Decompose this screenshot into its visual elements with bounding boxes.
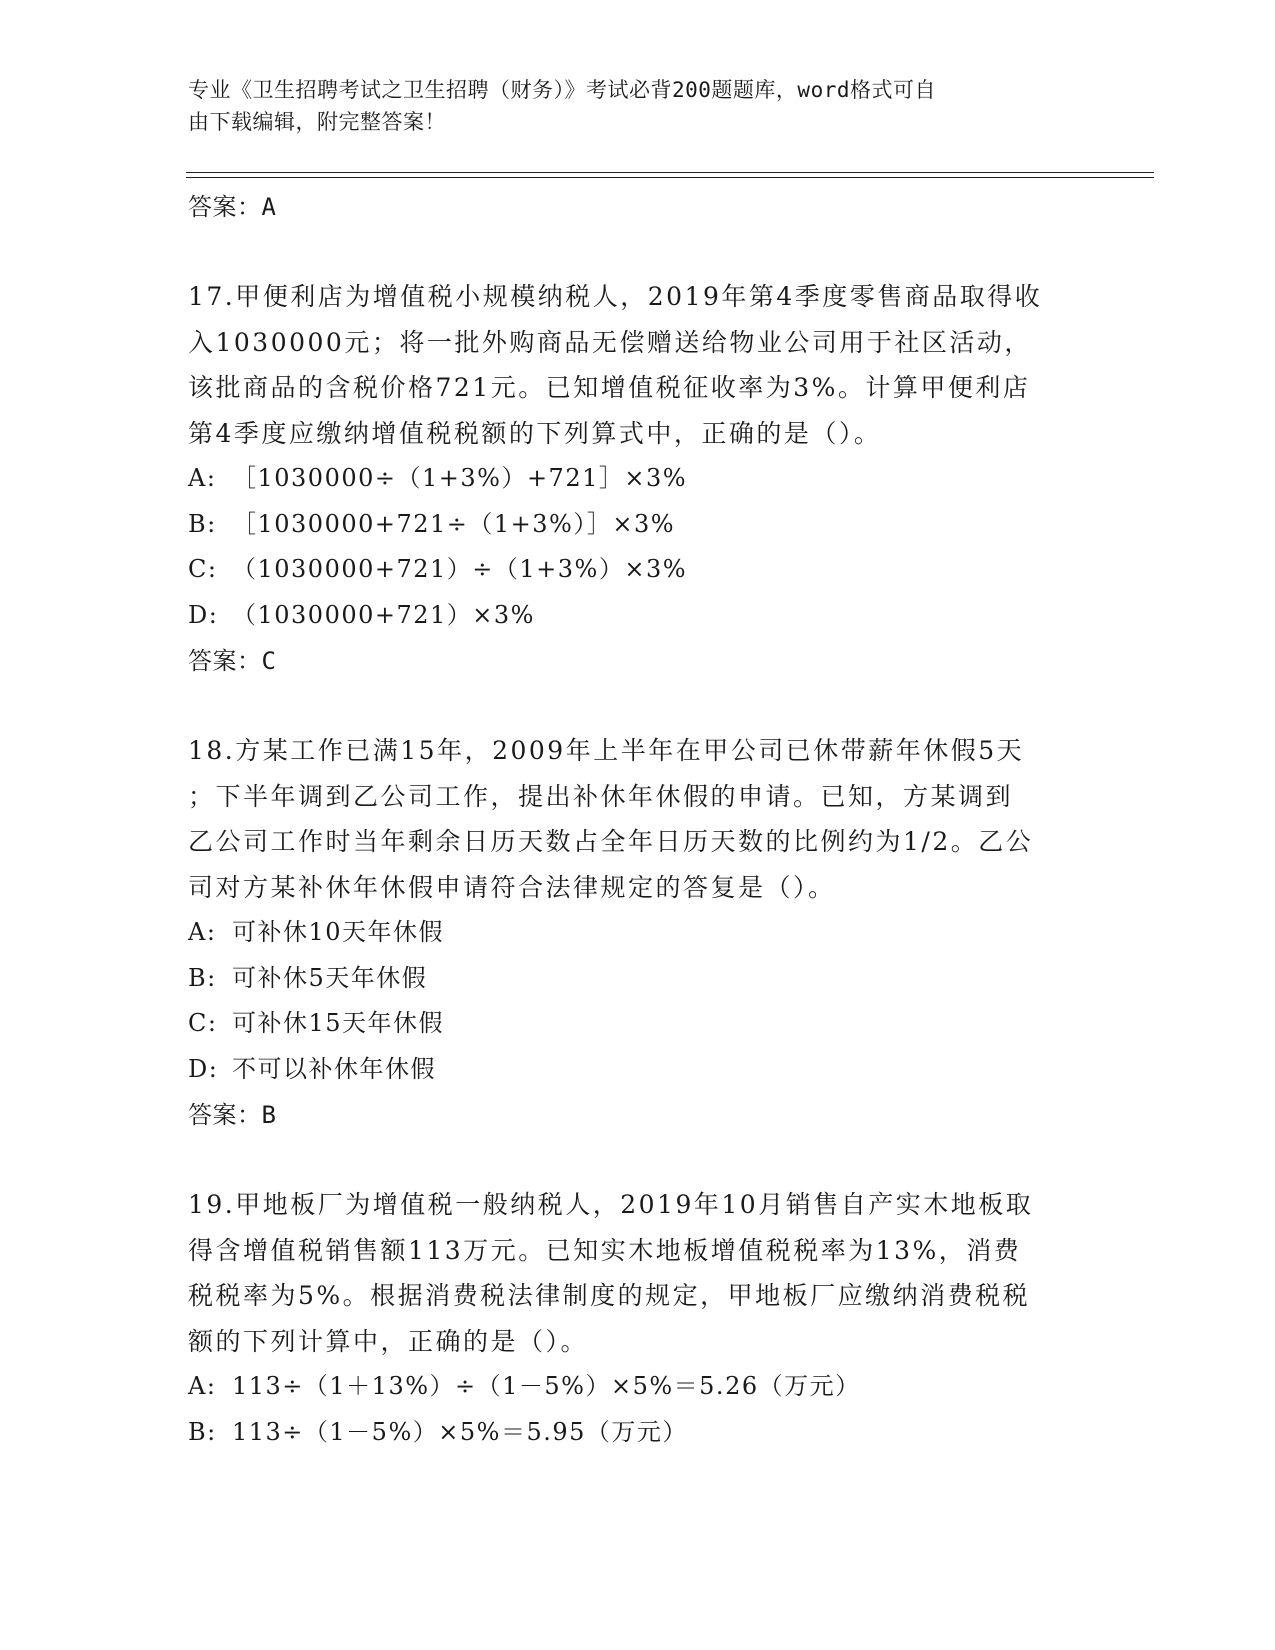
question-stem xyxy=(188,1182,1093,1364)
question-17 xyxy=(188,274,1093,684)
stem-line: 第4季度应缴纳增值税税额的下列算式中，正确的是（）。 xyxy=(188,418,882,448)
option-a xyxy=(188,456,1093,502)
option-text: （1030000+721）×3% xyxy=(232,600,535,629)
stem-line: 入1030000元；将一批外购商品无偿赠送给物业公司用于社区活动， xyxy=(188,327,1032,357)
option-b xyxy=(188,502,1093,548)
stem-line: 17.甲便利店为增值税小规模纳税人，2019年第4季度零售商品取得收 xyxy=(188,282,1043,311)
header-divider-top xyxy=(186,172,1154,173)
option-b xyxy=(188,956,1093,1002)
option-key: B: xyxy=(188,963,217,992)
spacer xyxy=(188,230,1093,274)
stem-line: 19.甲地板厂为增值税一般纳税人，2019年10月销售自产实木地板取 xyxy=(188,1190,1034,1219)
option-d xyxy=(188,1047,1093,1093)
stem-line: ；下半年调到乙公司工作，提出补休年休假的申请。已知，方某调到 xyxy=(188,781,1014,811)
option-key: B: xyxy=(188,509,217,538)
spacer xyxy=(188,684,1093,728)
spacer xyxy=(188,1138,1093,1182)
option-text: 可补休10天年休假 xyxy=(232,918,445,946)
option-c xyxy=(188,1001,1093,1047)
question-19 xyxy=(188,1182,1093,1455)
option-d xyxy=(188,593,1093,639)
option-text: 113÷（1＋13%）÷（1－5%）×5%＝5.26（万元） xyxy=(232,1372,861,1400)
question-stem xyxy=(188,274,1093,456)
option-text: （1030000+721）÷（1+3%）×3% xyxy=(232,555,688,583)
stem-line: 乙公司工作时当年剩余日历天数占全年日历天数的比例约为1/2。乙公 xyxy=(188,827,1034,856)
option-text: 113÷（1－5%）×5%＝5.95（万元） xyxy=(232,1417,688,1446)
option-text: 不可以补休年休假 xyxy=(232,1054,436,1083)
question-18 xyxy=(188,728,1093,1138)
stem-line: 18.方某工作已满15年，2009年上半年在甲公司已休带薪年休假5天 xyxy=(188,736,1025,765)
option-b xyxy=(188,1410,1093,1456)
option-key: C: xyxy=(188,1009,218,1037)
stem-line: 得含增值税销售额113万元。已知实木地板增值税税率为13%，消费 xyxy=(188,1235,1022,1265)
header-line-2: 由下载编辑，附完整答案！ xyxy=(188,110,446,134)
question-stem xyxy=(188,728,1093,910)
previous-answer: 答案：A xyxy=(188,193,277,221)
header-divider-bottom xyxy=(186,177,1154,178)
option-key: B: xyxy=(188,1417,217,1446)
option-key: C: xyxy=(188,555,218,583)
option-key: D: xyxy=(188,600,219,629)
stem-line: 税税率为5%。根据消费税法律制度的规定，甲地板厂应缴纳消费税税 xyxy=(188,1281,1031,1310)
option-a xyxy=(188,1364,1093,1410)
option-text: ［1030000÷（1+3%）+721］×3% xyxy=(232,464,688,492)
option-key: D: xyxy=(188,1054,219,1083)
option-key: A: xyxy=(188,918,217,946)
document-body xyxy=(188,184,1093,1455)
answer-line: 答案：B xyxy=(188,1101,277,1129)
option-text: ［1030000+721÷（1+3%）］×3% xyxy=(232,509,676,538)
option-a xyxy=(188,910,1093,956)
stem-line: 该批商品的含税价格721元。已知增值税征收率为3%。计算甲便利店 xyxy=(188,373,1031,402)
header-line-1: 专业《卫生招聘考试之卫生招聘（财务）》考试必背200题题库，word格式可自 xyxy=(188,78,936,102)
stem-line: 额的下列计算中，正确的是（）。 xyxy=(188,1326,589,1356)
document-header xyxy=(188,74,1078,138)
stem-line: 司对方某补休年休假申请符合法律规定的答复是（）。 xyxy=(188,872,836,902)
option-key: A: xyxy=(188,1372,217,1400)
option-c xyxy=(188,547,1093,593)
option-text: 可补休5天年休假 xyxy=(232,963,428,992)
option-key: A: xyxy=(188,464,217,492)
answer-line: 答案：C xyxy=(188,647,277,675)
option-text: 可补休15天年休假 xyxy=(232,1009,445,1037)
